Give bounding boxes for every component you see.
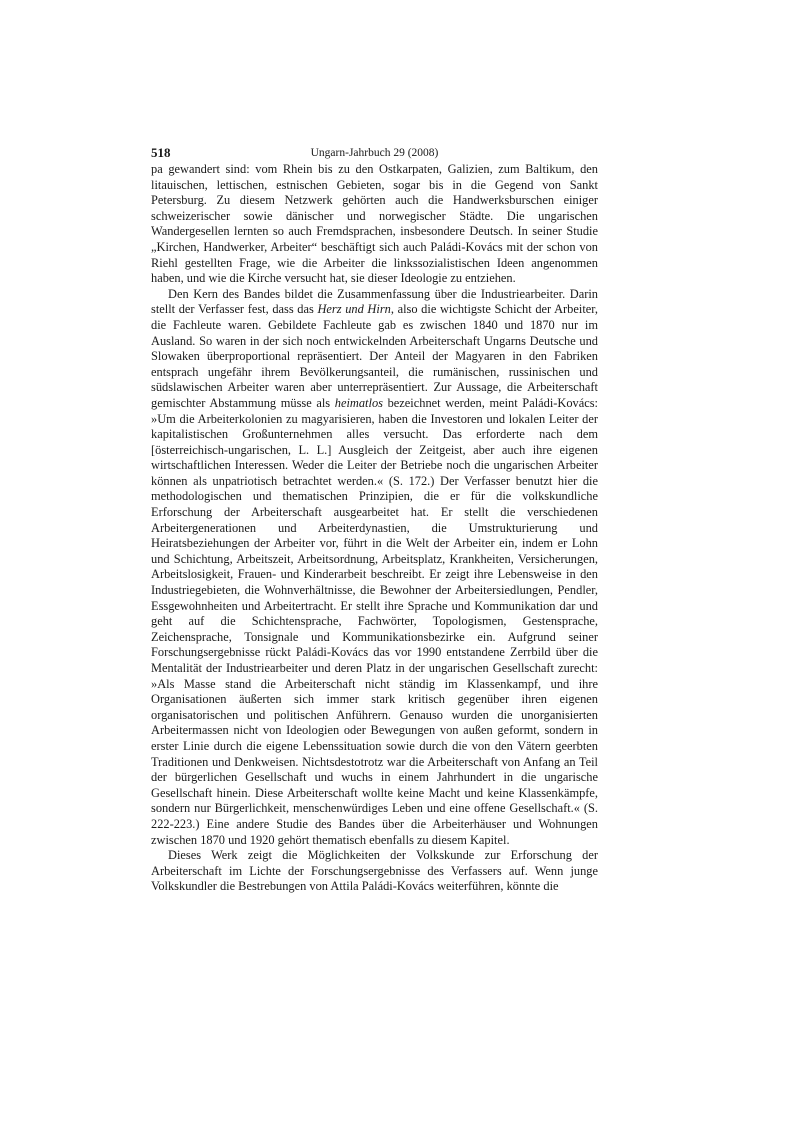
italic-phrase: heimatlos	[334, 395, 383, 410]
text-run: bezeichnet werden, meint Paládi-Kovács: »Um die Arbeiterkolonien zu magyarisieren, haben die Investoren und lokalen Leiter der kapitalistischen Großunternehmen alles versucht. Das erforderte nach dem [österreichisch-ungarischen, L. L.] Ausgleich der Zeitgeist, aber auch ihre eigenen wirtschaftlichen Interessen. Weder die Leiter der Betriebe noch die ungarischen Arbeiter können als unpatriotisch betrachtet werden.« (S. 172.) Der Verfasser benutzt hier die methodologischen und thematischen Prinzipien, die er für die volkskundliche Erforschung der Arbeiterschaft ausgearbeitet hat. Er stellt die verschiedenen Arbeitergenerationen und Arbeiterdynastien, die Umstrukturierung und Heiratsbeziehungen der Arbeiter vor, führt in die Welt der Arbeiter ein, indem er Lohn und Schichtung, Arbeitszeit, Arbeitsordnung, Arbeitsplatz, Krankheiten, Versicherungen, Arbeitslosigkeit, Frauen- und Kinderarbeit beschreibt. Er zeigt ihre Lebensweise in den Industriegebieten, die Wohnverhältnisse, die Bewohner der Arbeitersiedlungen, Pendler, Essgewohnheiten und Arbeitertracht. Er stellt ihre Sprache und Kommunikation dar und geht auf die Schichtensprache, Fachwörter, Topologismen, Gestensprache, Zeichensprache, Tonsignale und Kommunikationsbezirke ein. Aufgrund seiner Forschungsergebnisse rückt Paládi-Kovács das vor 1990 entstandene Zerrbild über die Mentalität der Industriearbeiter und deren Platz in der ungarischen Gesellschaft zurecht: »Als Masse stand die Arbeiterschaft nicht ständig im Klassenkampf, und ihre Organisationen äußerten sich immer stark kritisch gegenüber ihren eigenen organisatorischen und politischen Anführern. Genauso wurden die unorganisierten Arbeitermassen nicht von Ideologien oder Bewegungen von außen geformt, sondern in erster Linie durch die eigene Lebenssituation sowie durch die von den Vätern geerbten Traditionen und Denkweisen. Nichtsdestotrotz war die Arbeiterschaft von Anfang an Teil der bürgerlichen Gesellschaft und wuchs in einem Jahrhundert in die ungarische Gesellschaft hinein. Diese Arbeiterschaft wollte keine Macht und keine Klassenkämpfe, sondern nur Bürgerlichkeit, menschenwürdiges Leben und eine offene Gesellschaft.« (S. 222-223.) Eine andere Studie des Bandes über die Arbeiterhäuser und Wohnungen zwischen 1870 und 1920 gehört thematisch ebenfalls zu diesem Kapitel.	[151, 395, 599, 847]
text-run: Den Kern des Bandes bildet die Zusammenfassung über die Industriearbeiter. Darin stellt der Verfasser fest, dass das	[151, 286, 598, 317]
page-number: 518	[151, 145, 171, 160]
running-header	[151, 144, 598, 162]
paragraph	[151, 287, 598, 848]
paragraph	[151, 848, 598, 895]
text-run: Dieses Werk zeigt die Möglichkeiten der Volkskunde zur Erforschung der Arbeiterschaft im Lichte der Forschungsergebnisse des Verfassers auf. Wenn junge Volkskundler die Bestrebungen von Attila Paládi-Kovács weiterführen, könnte die	[151, 848, 598, 894]
text-run: , also die wichtigste Schicht der Arbeiter, die Fachleute waren. Gebildete Fachleute gab es zwischen 1840 und 1870 nur im Ausland. So waren in der sich noch entwickelnden Arbeiterschaft Ungarns Deutsche und Slowaken überproportional repräsentiert. Der Anteil der Magyaren in den Fabriken entsprach ungefähr ihrem Bevölkerungsanteil, die rumänischen, russinischen und südslawischen Arbeiter waren aber unterrepräsentiert. Zur Aussage, die Arbeiterschaft gemischter Abstammung müsse als	[151, 302, 598, 410]
text-run: pa gewandert sind: vom Rhein bis zu den Ostkarpaten, Galizien, zum Baltikum, den litauischen, lettischen, estnischen Gebieten, sogar bis in die Gegend von Sankt Petersburg. Zu diesem Netzwerk gehörten auch die Handwerksburschen einiger schweizerischer sowie dänischer und norwegischer Städte. Die ungarischen Wandergesellen lernten so auch Fremdsprachen, insbesondere Deutsch. In seiner Studie „Kirchen, Handwerker, Arbeiter“ beschäftigt sich auch Paládi-Kovács mit der schon von Riehl gestellten Frage, wie die Arbeiter die linkssozialistischen Ideen angenommen haben, und wie die Kirche versucht hat, sie dieser Ideologie zu entziehen.	[151, 162, 598, 286]
document-page	[151, 144, 598, 895]
paragraph	[151, 162, 598, 287]
body-text	[151, 162, 598, 895]
italic-phrase: Herz und Hirn	[317, 302, 391, 317]
journal-title: Ungarn-Jahrbuch 29 (2008)	[310, 147, 439, 159]
